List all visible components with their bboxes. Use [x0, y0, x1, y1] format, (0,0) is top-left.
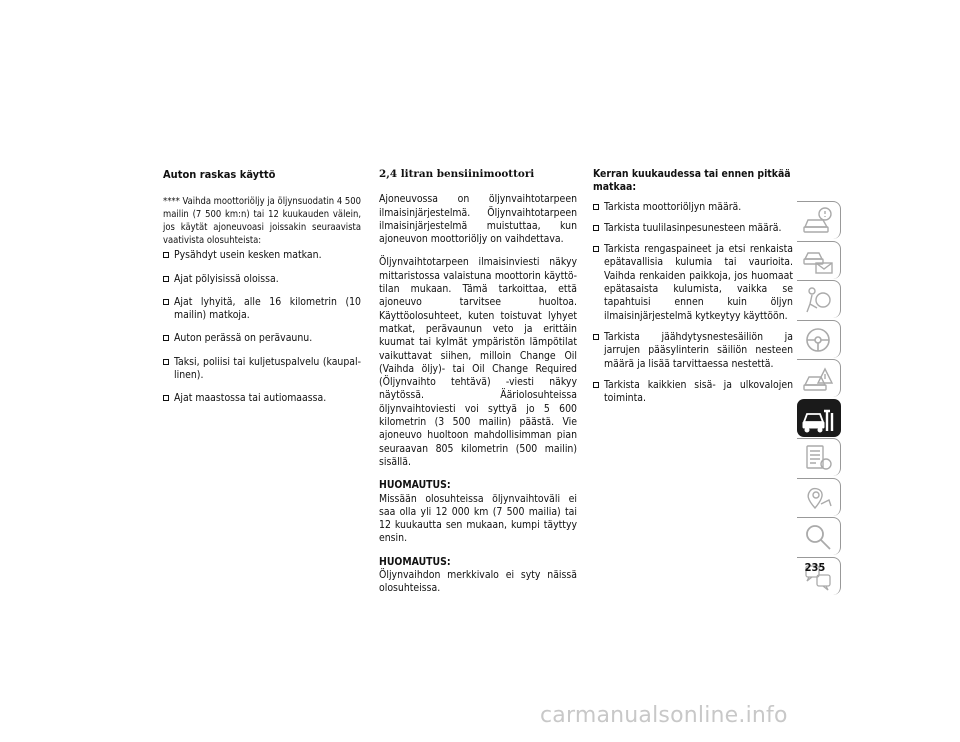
specifications-icon: [801, 442, 835, 474]
note-text: Missään olosuhteissa öljynvaihtoväli ei saa olla yli 12 000 km (7 500 mailia) tai 12 kuukautta sen mukaan, kumpi täyttyy ensin.: [379, 492, 577, 545]
list-item: Tarkista jäähdytysnestesäiliön ja jarrujen pääsylinterin säiliön nesteen määrä ja lisää tarvittaessa nestettä.: [593, 331, 793, 371]
list-item: Pysähdyt usein kesken matkan.: [163, 249, 361, 262]
checkbox-icon: [593, 334, 599, 340]
tab-customer-assistance[interactable]: [797, 478, 841, 516]
tab-instruments[interactable]: [797, 241, 841, 279]
tab-emergency[interactable]: [797, 359, 841, 397]
car-envelope-icon: [801, 245, 835, 277]
checkbox-icon: [163, 276, 169, 282]
map-pin-icon: [801, 482, 835, 514]
car-tools-icon: [801, 403, 835, 435]
steering-wheel-icon: [801, 324, 835, 356]
checkbox-icon: [163, 359, 169, 365]
section-heading: Kerran kuukaudessa tai ennen pitkää matkaa:: [593, 168, 791, 194]
list-item: Auton perässä on perävaunu.: [163, 332, 361, 345]
tab-starting[interactable]: [797, 320, 841, 358]
car-warning-icon: [801, 363, 835, 395]
checkbox-icon: [593, 204, 599, 210]
note: [379, 479, 577, 545]
chapter-tabs: [797, 201, 841, 596]
column-monthly-checks: [593, 168, 793, 413]
car-info-icon: [801, 205, 835, 237]
checks-list: [593, 201, 793, 406]
paragraph: Ajoneuvossa on öljynvaihtotarpeen ilmaisinjärjestelmä. Öljynvaihtotarpeen ilmaisinjärjestelmä muistuttaa, kun ajoneuvon moottoriöljy on vaihdettava.: [379, 193, 577, 246]
column-engine: [379, 168, 577, 606]
checkbox-icon: [163, 299, 169, 305]
note-text: Öljynvaihdon merkkivalo ei syty näissä olosuhteissa.: [379, 569, 577, 595]
checkbox-icon: [163, 252, 169, 258]
list-item: Ajat maastossa tai autiomaassa.: [163, 392, 361, 405]
section-heading: 2,4 litran bensiinimoottori: [379, 168, 535, 180]
checkbox-icon: [163, 395, 169, 401]
tab-specifications[interactable]: [797, 438, 841, 476]
conditions-list: [163, 249, 361, 405]
checkbox-icon: [593, 225, 599, 231]
page-number: 235: [804, 561, 826, 574]
intro-text: **** Vaihda moottoriöljy ja öljynsuodatin 4 500 mailin (7 500 km:n) tai 12 kuukauden välein, jos käytät ajoneuvoasi joissakin seuraavista vaativista olosuhteista:: [163, 196, 361, 247]
paragraph: Öljynvaihtotarpeen ilmaisinviesti näkyy mittaristossa valaistuna moottorin käyttötilan mukaan. Tämä tarkoittaa, että ajoneuvo tarvitsee huoltoa. Käyttöolosuhteet, kuten toistuvat lyhyet matkat, perävaunun veto ja erittäin kuumat tai kylmät ympäristön lämpötilat vaikuttavat siihen, milloin Change Oil (Vaihda öljy)- tai Oil Change Required (Öljynvaihto tehtävä) -viesti näkyy näytössä. Ääriolosuhteissa öljynvaihtoviesti voi syttyä jo 5 600 kilometrin (3 500 mailin) päästä. Vie ajoneuvo huoltoon mahdollisimman pian seuraavan 805 kilometrin (500 mailin) sisällä.: [379, 256, 577, 468]
list-item: Taksi, poliisi tai kuljetuspalvelu (kaupallinen).: [163, 356, 361, 383]
tab-servicing[interactable]: [797, 399, 841, 437]
section-heading: Auton raskas käyttö: [163, 168, 276, 181]
tab-safety[interactable]: [797, 280, 841, 318]
magnifier-icon: [801, 521, 835, 553]
note-title: HUOMAUTUS:: [379, 555, 451, 568]
checkbox-icon: [593, 382, 599, 388]
tab-getting-to-know[interactable]: [797, 201, 841, 239]
list-item: Tarkista tuulilasinpesunesteen määrä.: [593, 222, 793, 235]
list-item: Ajat lyhyitä, alle 16 kilometrin (10 mailin) matkoja.: [163, 296, 361, 323]
list-item: Tarkista kaikkien sisä- ja ulkovalojen toiminta.: [593, 379, 793, 406]
checkbox-icon: [593, 246, 599, 252]
column-heavy-use: [163, 168, 361, 416]
tab-index[interactable]: [797, 517, 841, 555]
list-item: Tarkista rengaspaineet ja etsi renkaista epätavallisia kulumia tai vaurioita. Vaihda renkaiden paikkoja, jos huomaat epätasaista kulumista, vaikka se tapahtuisi ennen kuin öljyn ilmaisinjärjestelmä kytkeytyy käyttöön.: [593, 243, 793, 323]
note-title: HUOMAUTUS:: [379, 479, 451, 492]
list-item: Ajat pölyisissä oloissa.: [163, 273, 361, 286]
note: [379, 556, 577, 596]
list-item: Tarkista moottoriöljyn määrä.: [593, 201, 793, 214]
checkbox-icon: [163, 335, 169, 341]
airbag-icon: [801, 284, 835, 316]
watermark: carmanualsonline.info: [540, 703, 788, 728]
